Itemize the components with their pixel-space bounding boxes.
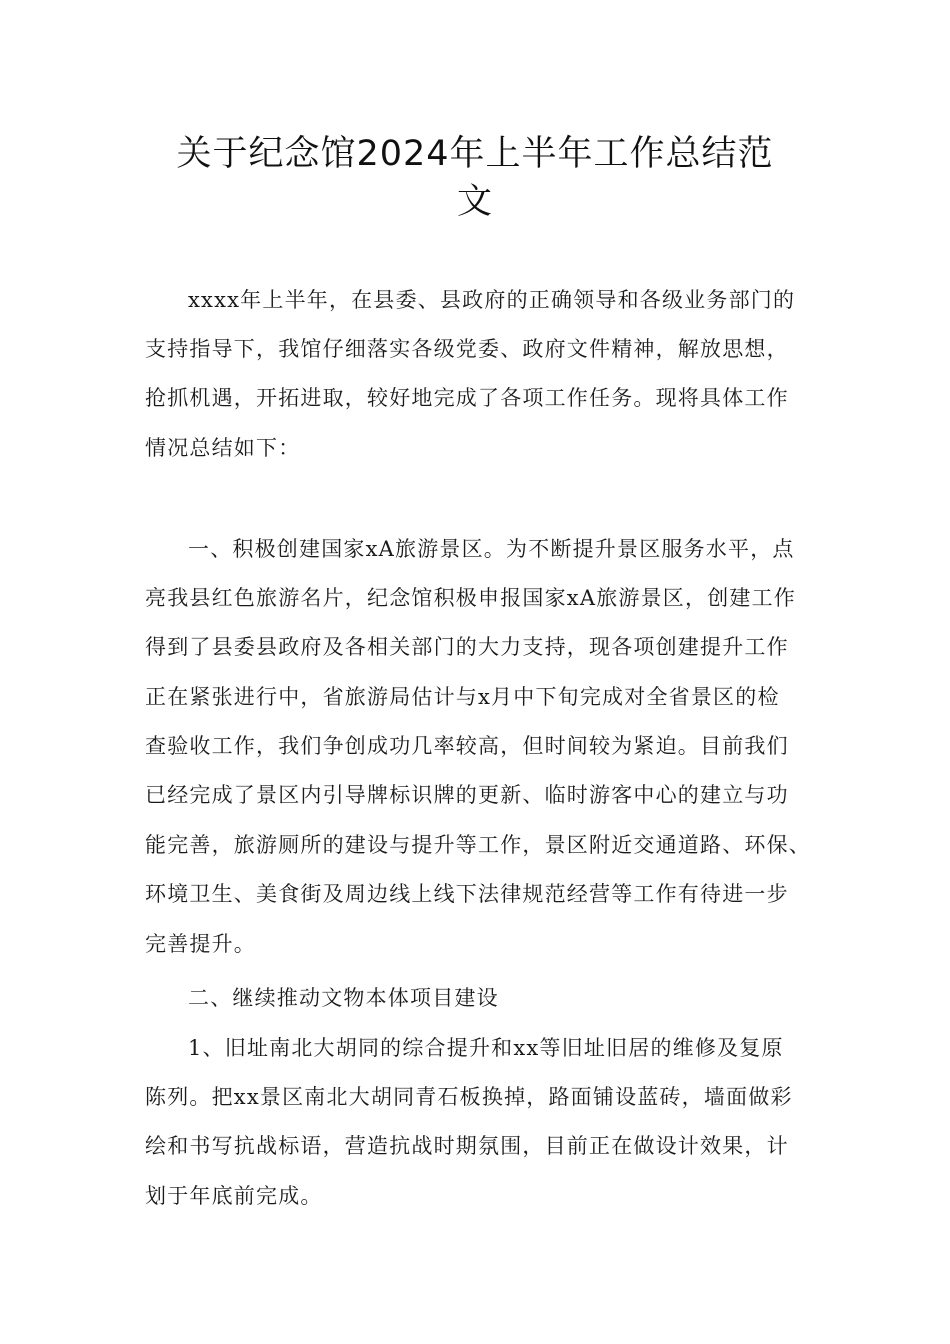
paragraph-3-line: 1、旧址南北大胡同的综合提升和xx等旧址旧居的维修及复原 [188, 1036, 784, 1060]
paragraph-2-line: 查验收工作，我们争创成功几率较高，但时间较为紧迫。目前我们 [145, 734, 789, 758]
document-title-line-1: 关于纪念馆2024年上半年工作总结范 [176, 134, 774, 174]
paragraph-2-line: 亮我县红色旅游名片，纪念馆积极申报国家xA旅游景区，创建工作 [145, 586, 797, 610]
document-title-line-2: 文 [456, 182, 493, 222]
paragraph-1-line: 情况总结如下： [145, 436, 301, 460]
paragraph-2-line: 正在紧张进行中，省旅游局估计与x月中下旬完成对全省景区的检 [145, 685, 780, 709]
paragraph-3-line: 陈列。把xx景区南北大胡同青石板换掉，路面铺设蓝砖，墙面做彩 [145, 1085, 793, 1109]
paragraph-1-line: xxxx年上半年，在县委、县政府的正确领导和各级业务部门的 [188, 288, 796, 312]
paragraph-2-line: 能完善，旅游厕所的建设与提升等工作，景区附近交通道路、环保、 [145, 833, 811, 857]
paragraph-2-line: 得到了县委县政府及各相关部门的大力支持，现各项创建提升工作 [145, 635, 789, 659]
paragraph-1-line: 抢抓机遇，开拓进取，较好地完成了各项工作任务。现将具体工作 [145, 386, 789, 410]
paragraph-3-line: 绘和书写抗战标语，营造抗战时期氛围，目前正在做设计效果，计 [145, 1134, 789, 1158]
paragraph-2-line: 一、积极创建国家xA旅游景区。为不断提升景区服务水平，点 [188, 537, 795, 561]
paragraph-1-line: 支持指导下，我馆仔细落实各级党委、政府文件精神，解放思想， [145, 337, 789, 361]
paragraph-2-line: 已经完成了景区内引导牌标识牌的更新、临时游客中心的建立与功 [145, 783, 789, 807]
paragraph-2-line: 环境卫生、美食街及周边线上线下法律规范经营等工作有待进一步 [145, 882, 789, 906]
paragraph-2-line: 完善提升。 [145, 932, 256, 956]
section-heading: 二、继续推动文物本体项目建设 [188, 986, 499, 1010]
paragraph-3-line: 划于年底前完成。 [145, 1184, 323, 1208]
